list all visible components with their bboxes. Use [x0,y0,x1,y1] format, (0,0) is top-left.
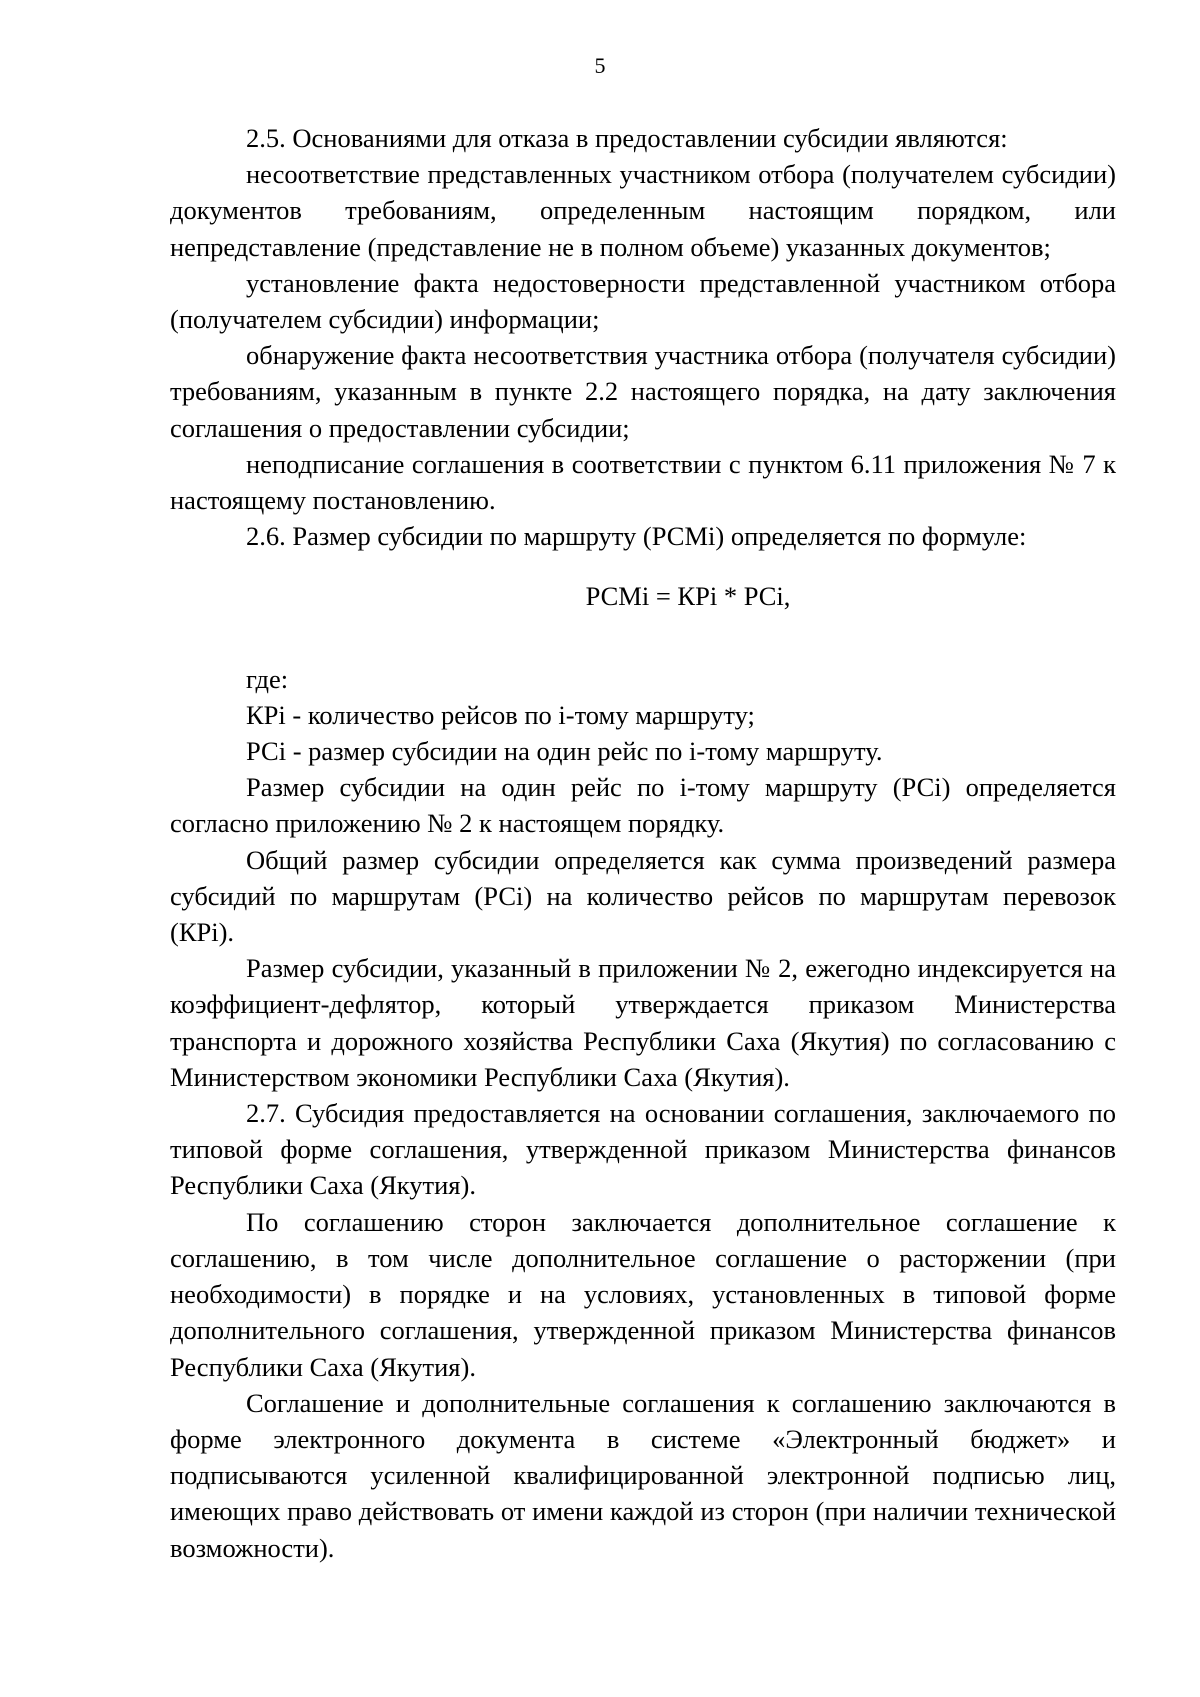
paragraph-2-7-agreement: 2.7. Субсидия предоставляется на основании соглашения, заключаемого по типовой форме соглашения, утвержденной приказом Министерства финансов Республики Саха (Якутия). [170,1098,1116,1201]
paragraph-indexation: Размер субсидии, указанный в приложении № 2, ежегодно индексируется на коэффициент-дефлятор, который утверждается приказом Министерства транспорта и дорожного хозяйства Республики Саха (Якутия) по согласованию с Министерством экономики Республики Саха (Якутия). [170,953,1116,1092]
paragraph-electronic-signature: Соглашение и дополнительные соглашения к соглашению заключаются в форме электронного документа в системе «Электронный бюджет» и подписываются усиленной квалифицированной электронной подписью лиц, имеющих право действовать от имени каждой из сторон (при наличии технической возможности). [170,1387,1116,1563]
paragraph-definition-rci: РСi - размер субсидии на один рейс по i-тому маршруту. [246,736,883,767]
document-body [170,120,1116,1566]
paragraph-refusal-reason-2: установление факта недостоверности представленной участником отбора (получателем субсидии) информации; [170,267,1116,335]
page-number: 5 [594,53,606,78]
paragraph-definition-kri: КРi - количество рейсов по i-тому маршруту; [246,699,755,730]
paragraph-total-subsidy: Общий размер субсидии определяется как сумма произведений размера субсидий по маршрутам (РСi) на количество рейсов по маршрутам перевозок (КРi). [170,844,1116,948]
paragraph-refusal-reason-1: несоответствие представленных участником отбора (получателем субсидии) документов требованиям, определенным настоящим порядком, или непредставление (представление не в полном объеме) указанных документов; [170,159,1116,262]
paragraph-2-6-heading: 2.6. Размер субсидии по маршруту (РСМi) определяется по формуле: [246,521,1027,552]
paragraph-2-5-heading: 2.5. Основаниями для отказа в предоставлении субсидии являются: [246,123,1008,153]
paragraph-where: где: [246,663,289,694]
paragraph-rci-determination: Размер субсидии на один рейс по i-тому маршруту (РСi) определяется согласно приложению № 2 к настоящем порядку. [170,772,1116,839]
subsidy-formula: РСМi = КРi * РСi, [585,581,791,612]
paragraph-refusal-reason-3: обнаружение факта несоответствия участника отбора (получателя субсидии) требованиям, указанным в пункте 2.2 настоящего порядка, на дату заключения соглашения о предоставлении субсидии; [170,340,1116,443]
paragraph-refusal-reason-4: неподписание соглашения в соответствии с пунктом 6.11 приложения № 7 к настоящему постановлению. [170,448,1116,516]
paragraph-additional-agreement: По соглашению сторон заключается дополнительное соглашение к соглашению, в том числе дополнительное соглашение о расторжении (при необходимости) в порядке и на условиях, установленных в типовой форме дополнительного соглашения, утвержденной приказом Министерства финансов Республики Саха (Якутия). [170,1206,1116,1382]
